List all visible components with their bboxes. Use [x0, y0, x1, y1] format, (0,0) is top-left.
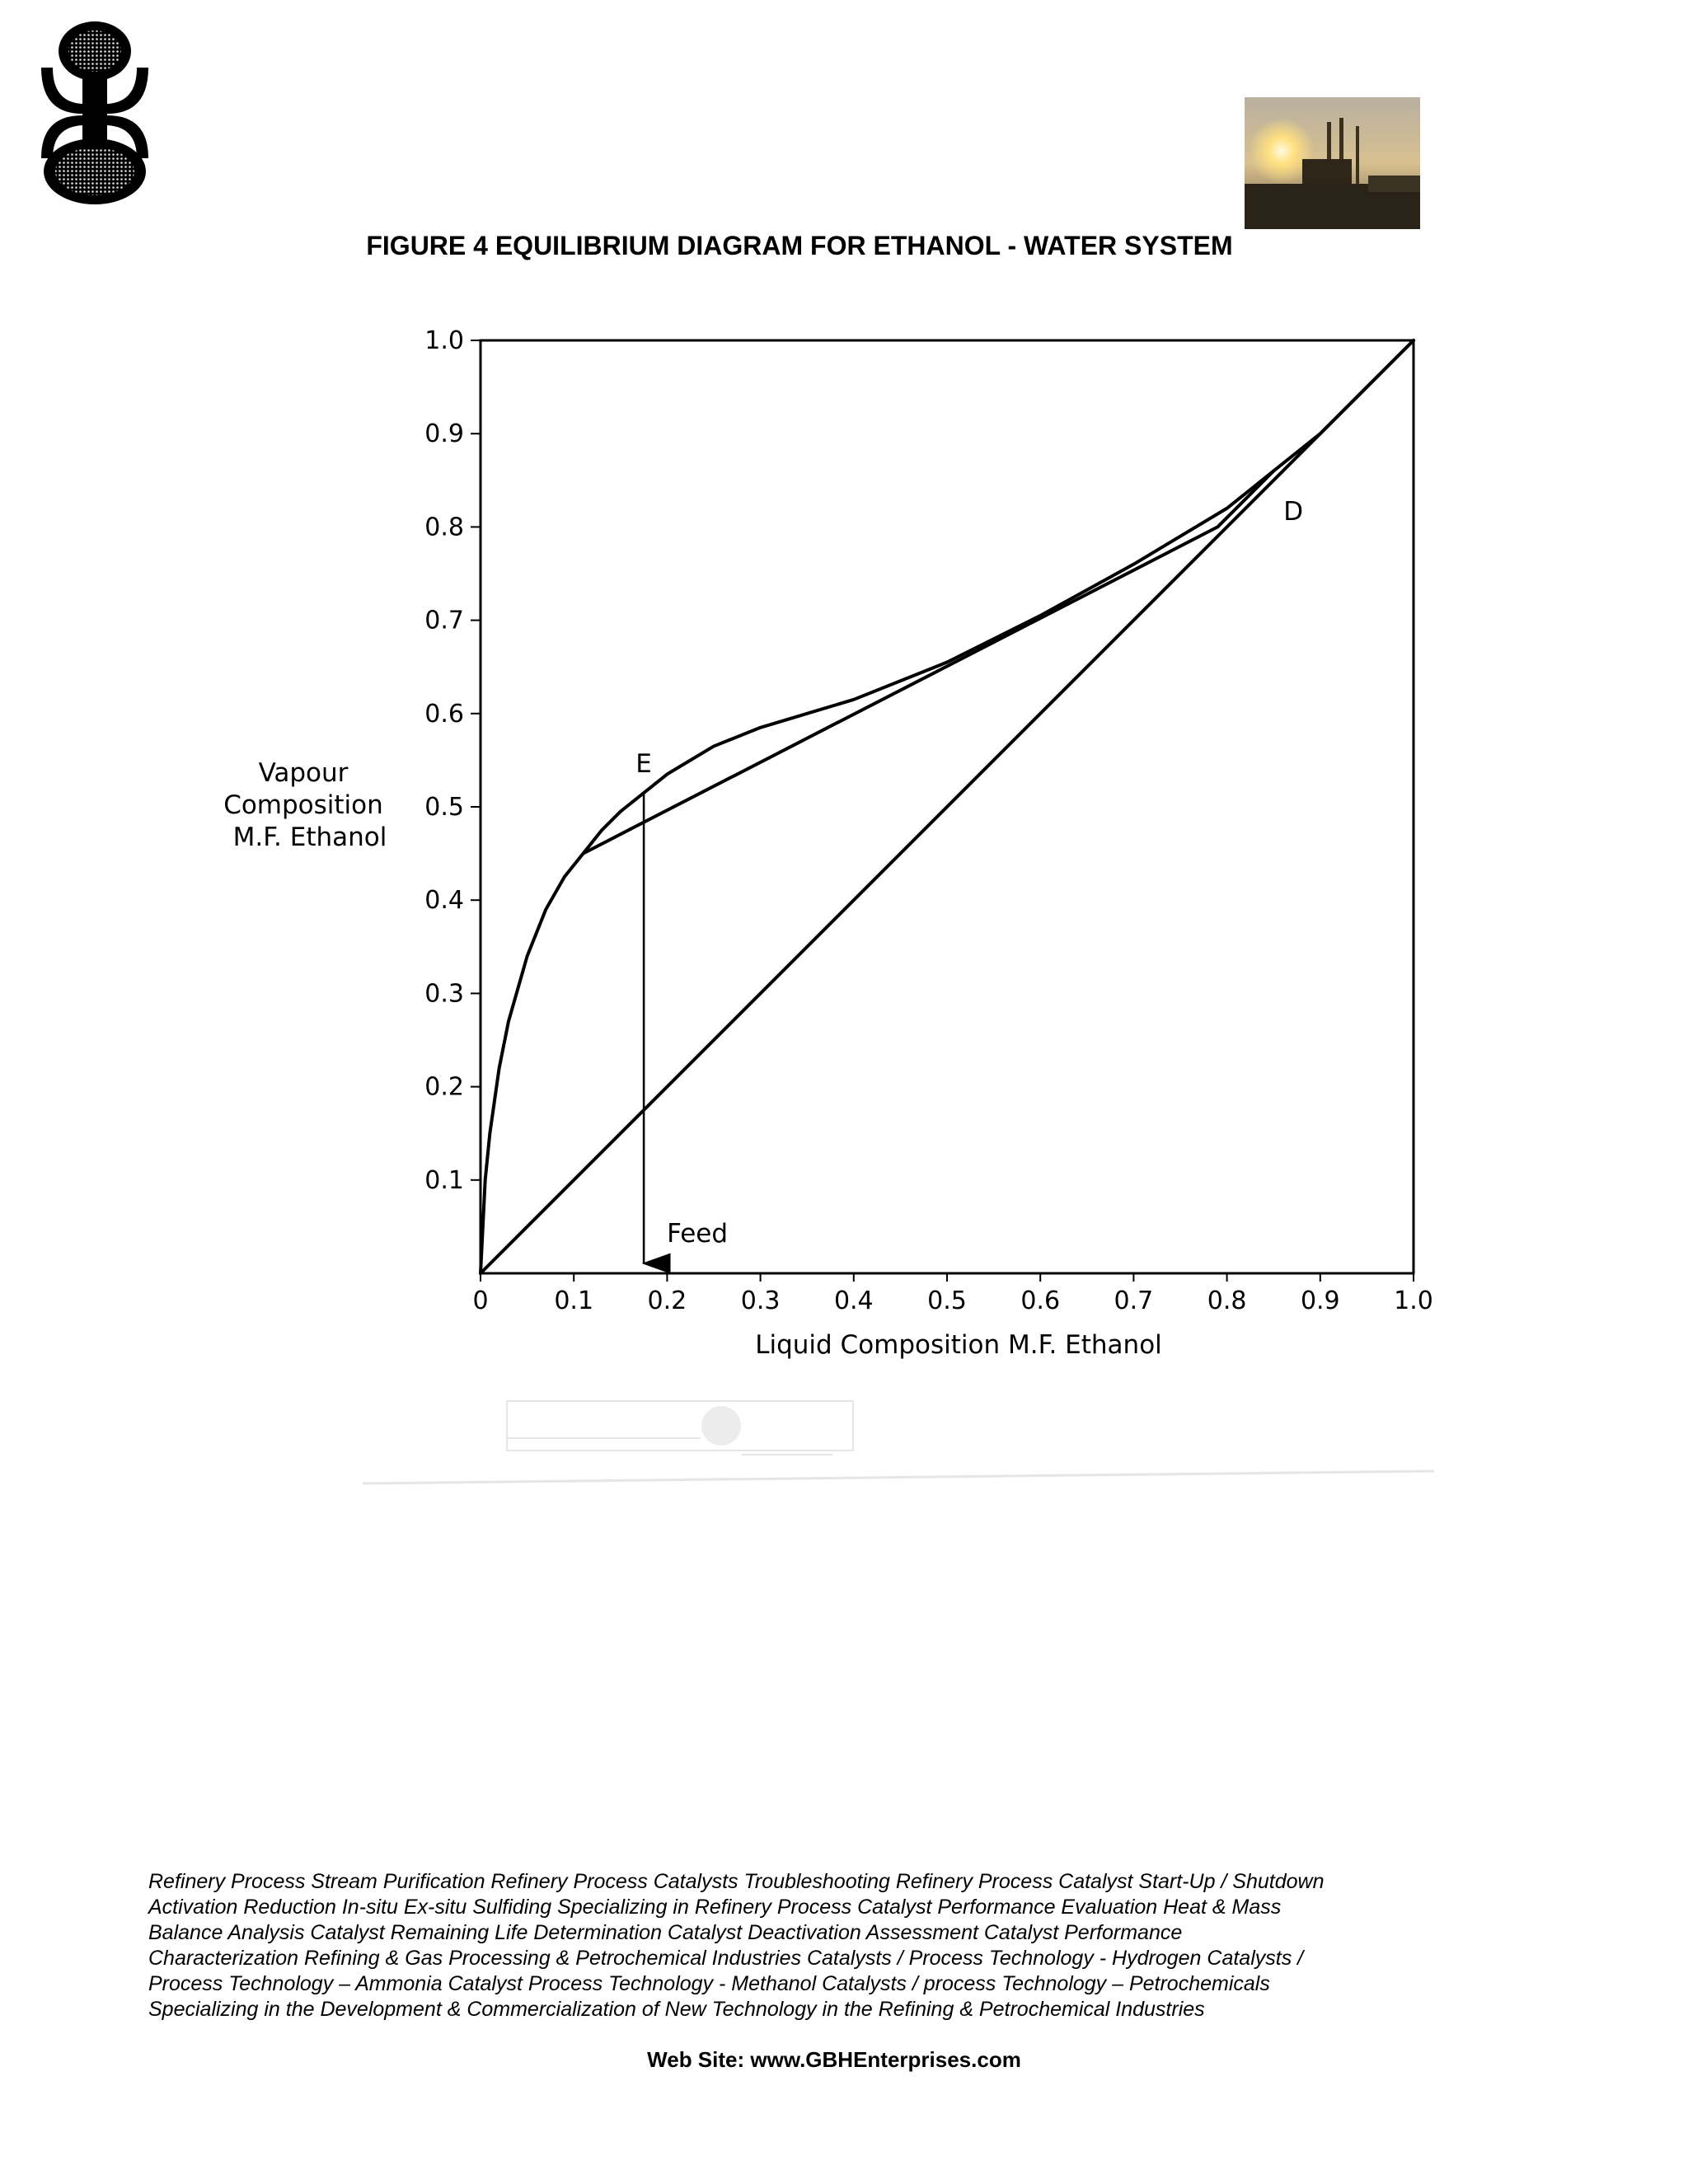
faint-schematic-icon: [363, 1393, 1434, 1492]
diagonal-line: [481, 340, 1414, 1273]
y-tick-label: 1.0: [424, 326, 464, 355]
website-link[interactable]: Web Site: www.GBHEnterprises.com: [647, 2047, 1021, 2072]
y-tick-label: 0.2: [424, 1072, 464, 1102]
annotation-e: E: [635, 749, 652, 780]
x-tick-label: 0.4: [833, 1286, 874, 1315]
y-tick-label: 0.8: [424, 513, 464, 542]
x-tick-label: 0.5: [927, 1286, 967, 1315]
y-tick-label: 0.4: [424, 886, 464, 916]
y-tick-label: 0.1: [424, 1165, 464, 1195]
x-tick-label: 0.9: [1300, 1286, 1340, 1315]
footer-description: Refinery Process Stream Purification Refinery Process Catalysts Troubleshooting Refinery Process Catalyst Start-Up / Shutdown Activation Reduction In-situ Ex-situ Sulfiding Specializing in Refinery Process Catalyst Performance Evaluation Heat & Mass Balance Analysis Catalyst Remaining Life Determination Catalyst Deactivation Assessment Catalyst Performance Characterization Refining & Gas Processing & Petrochemical Industries Catalysts / Process Technology - Hydrogen Catalysts / Process Technology – Ammonia Catalyst Process Technology - Methanol Catalysts / process Technology – Petrochemicals Specializing in the Development & Commercialization of New Technology in the Refining & Petrochemical Industries: [148, 1870, 1325, 2021]
x-tick-label: 0.3: [740, 1286, 781, 1315]
x-tick-label: 0.8: [1207, 1286, 1247, 1315]
y-axis-label-line-2: Composition: [223, 790, 383, 820]
x-tick-label: 0: [472, 1286, 489, 1315]
x-tick-label: 0.1: [554, 1286, 594, 1315]
x-tick-label: 0.7: [1114, 1286, 1154, 1315]
x-tick-label: 0.2: [647, 1286, 687, 1315]
y-tick-label: 0.3: [424, 979, 464, 1009]
x-tick-label: 1.0: [1394, 1286, 1433, 1315]
operating-line: [584, 471, 1274, 853]
y-axis-label-line-3: M.F. Ethanol: [232, 823, 387, 852]
x-tick-label: 0.6: [1020, 1286, 1061, 1315]
y-tick-label: 0.5: [424, 793, 464, 822]
x-axis-label: Liquid Composition M.F. Ethanol: [755, 1330, 1162, 1360]
annotation-d: D: [1283, 497, 1304, 527]
annotation-feed: Feed: [667, 1219, 729, 1249]
y-tick-label: 0.6: [424, 699, 464, 729]
y-tick-label: 0.7: [424, 606, 464, 635]
figure-title: FIGURE 4 EQUILIBRIUM DIAGRAM FOR ETHANOL - WATER SYSTEM: [366, 231, 1233, 260]
y-tick-label: 0.9: [424, 419, 464, 449]
y-axis-label-line-1: Vapour: [258, 758, 349, 788]
